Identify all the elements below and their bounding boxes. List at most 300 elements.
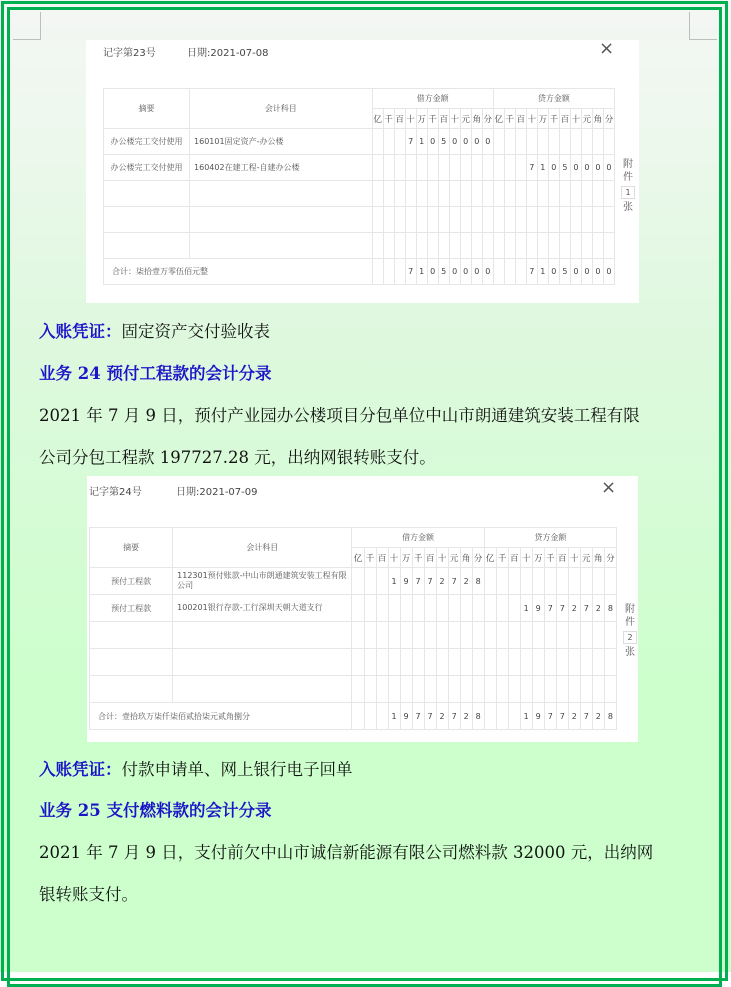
credit-digit xyxy=(603,129,614,155)
credit-digit: 1 xyxy=(537,155,548,181)
debit-digit xyxy=(460,649,472,676)
paragraph-25-line-2: 银转账支付。 xyxy=(39,885,138,904)
header-credit: 贷方金额 xyxy=(484,528,616,548)
debit-digit xyxy=(400,622,412,649)
total-credit-digit: 7 xyxy=(580,703,592,730)
unit-header: 十 xyxy=(526,109,537,129)
close-icon[interactable]: × xyxy=(599,38,615,59)
credit-digit xyxy=(532,649,544,676)
debit-digit: 7 xyxy=(448,568,460,595)
credit-digit: 0 xyxy=(548,155,559,181)
credit-digit xyxy=(484,568,496,595)
debit-digit xyxy=(412,622,424,649)
debit-digit xyxy=(460,207,471,233)
unit-header: 千 xyxy=(383,109,394,129)
credit-digit xyxy=(504,181,515,207)
unit-header: 十 xyxy=(436,548,448,568)
unit-header: 元 xyxy=(460,109,471,129)
total-debit-digit: 2 xyxy=(436,703,448,730)
credit-digit xyxy=(568,622,580,649)
debit-digit xyxy=(449,207,460,233)
debit-digit xyxy=(372,207,383,233)
unit-header: 分 xyxy=(604,548,616,568)
credit-digit xyxy=(592,181,603,207)
total-debit-digit: 7 xyxy=(405,259,416,285)
total-credit-digit: 0 xyxy=(592,259,603,285)
debit-digit xyxy=(436,595,448,622)
debit-digit xyxy=(383,181,394,207)
debit-digit: 5 xyxy=(438,129,449,155)
credit-digit xyxy=(532,622,544,649)
debit-digit xyxy=(416,233,427,259)
table-row[interactable] xyxy=(90,568,617,595)
credit-digit: 7 xyxy=(580,595,592,622)
debit-digit: 0 xyxy=(460,129,471,155)
debit-digit xyxy=(427,181,438,207)
table-row[interactable] xyxy=(104,181,615,207)
debit-digit xyxy=(471,207,482,233)
total-credit-digit: 5 xyxy=(559,259,570,285)
debit-digit xyxy=(424,649,436,676)
debit-digit xyxy=(482,155,493,181)
credit-digit xyxy=(496,649,508,676)
attachment-count-input[interactable]: 2 xyxy=(623,631,637,644)
credit-digit xyxy=(526,129,537,155)
debit-digit xyxy=(472,649,484,676)
row-account[interactable]: 112301预付账款-中山市朗通建筑安装工程有限公司 xyxy=(173,568,352,595)
row-account[interactable]: 160101固定资产-办公楼 xyxy=(190,129,373,155)
credit-digit: 7 xyxy=(526,155,537,181)
credit-digit: 7 xyxy=(556,595,568,622)
credit-digit xyxy=(544,676,556,703)
debit-digit xyxy=(424,622,436,649)
credit-digit xyxy=(570,207,581,233)
debit-digit xyxy=(364,595,376,622)
total-debit-digit: 8 xyxy=(472,703,484,730)
section-heading-25: 业务 25 支付燃料款的会计分录 xyxy=(39,801,272,820)
debit-digit xyxy=(427,155,438,181)
credit-digit xyxy=(493,155,504,181)
debit-digit xyxy=(388,622,400,649)
debit-digit xyxy=(460,155,471,181)
unit-header: 角 xyxy=(460,548,472,568)
total-credit-digit: 9 xyxy=(532,703,544,730)
total-credit-digit: 0 xyxy=(548,259,559,285)
total-credit-digit: 0 xyxy=(603,259,614,285)
debit-digit xyxy=(416,207,427,233)
debit-digit: 0 xyxy=(427,129,438,155)
total-credit-digit: 1 xyxy=(537,259,548,285)
debit-digit xyxy=(376,595,388,622)
debit-digit xyxy=(436,649,448,676)
total-credit-digit: 1 xyxy=(520,703,532,730)
credit-digit xyxy=(570,233,581,259)
credit-digit xyxy=(603,181,614,207)
unit-header: 元 xyxy=(581,109,592,129)
debit-digit xyxy=(383,155,394,181)
debit-digit: 2 xyxy=(436,568,448,595)
total-credit-digit: 2 xyxy=(568,703,580,730)
table-row[interactable] xyxy=(104,155,615,181)
row-account[interactable] xyxy=(190,207,373,233)
credit-digit xyxy=(556,649,568,676)
debit-digit xyxy=(438,155,449,181)
debit-digit xyxy=(412,595,424,622)
header-debit: 借方金额 xyxy=(372,89,493,109)
credit-digit: 0 xyxy=(570,155,581,181)
header-account: 会计科目 xyxy=(173,528,352,568)
unit-header: 千 xyxy=(548,109,559,129)
credit-digit xyxy=(520,649,532,676)
credit-digit xyxy=(508,676,520,703)
entry-voucher-label: 入账凭证： xyxy=(39,760,122,779)
unit-header: 十 xyxy=(449,109,460,129)
debit-digit xyxy=(352,676,364,703)
debit-digit xyxy=(394,207,405,233)
credit-digit xyxy=(508,622,520,649)
debit-digit xyxy=(427,233,438,259)
credit-digit xyxy=(504,155,515,181)
table-row[interactable] xyxy=(104,129,615,155)
total-credit-digit: 7 xyxy=(526,259,537,285)
voucher-table xyxy=(89,527,617,730)
debit-digit xyxy=(449,233,460,259)
unit-header: 亿 xyxy=(372,109,383,129)
unit-header: 百 xyxy=(515,109,526,129)
unit-header: 元 xyxy=(448,548,460,568)
section-heading-24: 业务 24 预付工程款的会计分录 xyxy=(39,364,272,383)
credit-digit xyxy=(568,676,580,703)
credit-digit xyxy=(580,676,592,703)
debit-digit xyxy=(364,676,376,703)
table-row[interactable] xyxy=(90,622,617,649)
credit-digit xyxy=(592,233,603,259)
credit-digit xyxy=(526,181,537,207)
debit-digit xyxy=(460,676,472,703)
credit-digit xyxy=(570,129,581,155)
credit-digit xyxy=(508,595,520,622)
attachment-count: 附 件 1 张 xyxy=(623,159,633,213)
unit-header: 角 xyxy=(592,548,604,568)
debit-digit xyxy=(394,233,405,259)
unit-header: 百 xyxy=(559,109,570,129)
credit-digit xyxy=(515,181,526,207)
total-debit-digit xyxy=(364,703,376,730)
credit-digit xyxy=(556,622,568,649)
credit-digit xyxy=(559,207,570,233)
debit-digit xyxy=(376,649,388,676)
total-credit-digit xyxy=(493,259,504,285)
unit-header: 亿 xyxy=(484,548,496,568)
row-account[interactable]: 160402在建工程-自建办公楼 xyxy=(190,155,373,181)
table-row[interactable] xyxy=(104,207,615,233)
credit-digit xyxy=(559,233,570,259)
table-row[interactable] xyxy=(90,649,617,676)
unit-header: 十 xyxy=(405,109,416,129)
debit-digit xyxy=(364,649,376,676)
row-account[interactable] xyxy=(190,181,373,207)
debit-digit xyxy=(405,155,416,181)
credit-digit xyxy=(570,181,581,207)
credit-digit xyxy=(580,649,592,676)
unit-header: 百 xyxy=(424,548,436,568)
total-debit-digit: 5 xyxy=(438,259,449,285)
debit-digit xyxy=(383,129,394,155)
debit-digit xyxy=(405,181,416,207)
debit-digit xyxy=(471,155,482,181)
row-account[interactable] xyxy=(173,649,352,676)
unit-header: 百 xyxy=(508,548,520,568)
debit-digit xyxy=(472,622,484,649)
row-summary[interactable]: 办公楼完工交付使用 xyxy=(104,155,190,181)
debit-digit xyxy=(352,568,364,595)
total-credit-digit xyxy=(504,259,515,285)
voucher-number: 记字第23号 xyxy=(103,48,156,59)
entry-voucher-label: 入账凭证： xyxy=(39,322,122,341)
credit-digit xyxy=(568,649,580,676)
voucher-23 xyxy=(86,40,639,303)
credit-digit xyxy=(508,649,520,676)
unit-header: 万 xyxy=(537,109,548,129)
row-summary[interactable] xyxy=(90,676,173,703)
credit-digit xyxy=(515,207,526,233)
total-credit-digit xyxy=(515,259,526,285)
debit-digit xyxy=(388,649,400,676)
debit-digit xyxy=(449,155,460,181)
credit-digit: 8 xyxy=(604,595,616,622)
debit-digit: 0 xyxy=(471,129,482,155)
total-debit-digit: 0 xyxy=(482,259,493,285)
debit-digit xyxy=(405,233,416,259)
row-summary[interactable] xyxy=(104,207,190,233)
unit-header: 分 xyxy=(482,109,493,129)
row-summary[interactable]: 预付工程款 xyxy=(90,595,173,622)
credit-digit xyxy=(559,129,570,155)
credit-digit xyxy=(544,649,556,676)
credit-digit xyxy=(580,568,592,595)
debit-digit xyxy=(372,233,383,259)
unit-header: 百 xyxy=(438,109,449,129)
voucher-date: 日期:2021-07-09 xyxy=(176,487,258,498)
row-account[interactable]: 100201银行存款-工行深圳天朝大道支行 xyxy=(173,595,352,622)
total-row xyxy=(90,703,617,730)
credit-digit xyxy=(581,233,592,259)
debit-digit xyxy=(416,155,427,181)
debit-digit: 7 xyxy=(405,129,416,155)
credit-digit xyxy=(592,129,603,155)
credit-digit xyxy=(603,233,614,259)
debit-digit xyxy=(436,676,448,703)
table-row[interactable] xyxy=(90,676,617,703)
total-credit-digit: 0 xyxy=(570,259,581,285)
debit-digit xyxy=(482,233,493,259)
unit-header: 十 xyxy=(568,548,580,568)
credit-digit xyxy=(548,129,559,155)
debit-digit xyxy=(424,676,436,703)
unit-header: 百 xyxy=(394,109,405,129)
header-credit: 贷方金额 xyxy=(493,89,614,109)
unit-header: 十 xyxy=(388,548,400,568)
credit-digit xyxy=(537,233,548,259)
crop-mark-top-left xyxy=(13,12,41,40)
total-debit-digit: 2 xyxy=(460,703,472,730)
debit-digit: 0 xyxy=(482,129,493,155)
debit-digit xyxy=(412,676,424,703)
credit-digit xyxy=(548,181,559,207)
credit-digit: 7 xyxy=(544,595,556,622)
row-summary[interactable]: 办公楼完工交付使用 xyxy=(104,129,190,155)
debit-digit xyxy=(471,181,482,207)
total-debit-digit: 9 xyxy=(400,703,412,730)
unit-header: 万 xyxy=(532,548,544,568)
credit-digit xyxy=(526,233,537,259)
voucher-date: 日期:2021-07-08 xyxy=(187,48,269,59)
row-summary[interactable]: 预付工程款 xyxy=(90,568,173,595)
debit-digit xyxy=(388,676,400,703)
row-summary[interactable] xyxy=(104,181,190,207)
debit-digit xyxy=(460,622,472,649)
row-account[interactable] xyxy=(190,233,373,259)
credit-digit xyxy=(544,622,556,649)
debit-digit: 0 xyxy=(449,129,460,155)
total-debit-digit xyxy=(383,259,394,285)
debit-digit xyxy=(383,233,394,259)
debit-digit xyxy=(448,649,460,676)
debit-digit: 2 xyxy=(460,568,472,595)
total-credit-digit: 8 xyxy=(604,703,616,730)
total-debit-digit: 7 xyxy=(424,703,436,730)
total-credit-digit xyxy=(508,703,520,730)
credit-digit xyxy=(604,622,616,649)
entry-voucher-value: 固定资产交付验收表 xyxy=(121,322,270,341)
credit-digit xyxy=(537,129,548,155)
credit-digit xyxy=(581,207,592,233)
credit-digit xyxy=(532,568,544,595)
debit-digit xyxy=(448,622,460,649)
row-account[interactable] xyxy=(173,676,352,703)
credit-digit xyxy=(508,568,520,595)
row-summary[interactable] xyxy=(90,622,173,649)
debit-digit: 7 xyxy=(424,568,436,595)
total-credit-digit: 0 xyxy=(581,259,592,285)
debit-digit xyxy=(424,595,436,622)
debit-digit: 1 xyxy=(416,129,427,155)
credit-digit xyxy=(604,568,616,595)
row-summary[interactable] xyxy=(90,649,173,676)
credit-digit xyxy=(592,676,604,703)
total-debit-digit xyxy=(352,703,364,730)
debit-digit xyxy=(394,155,405,181)
unit-header: 分 xyxy=(603,109,614,129)
table-row[interactable] xyxy=(90,595,617,622)
debit-digit xyxy=(449,181,460,207)
row-account[interactable] xyxy=(173,622,352,649)
unit-header: 十 xyxy=(570,109,581,129)
debit-digit xyxy=(472,676,484,703)
debit-digit: 7 xyxy=(412,568,424,595)
unit-header: 千 xyxy=(504,109,515,129)
credit-digit xyxy=(520,568,532,595)
total-label: 合计：柒拾壹万零伍佰元整 xyxy=(104,259,373,285)
debit-digit xyxy=(376,568,388,595)
credit-digit xyxy=(581,129,592,155)
credit-digit xyxy=(592,622,604,649)
paragraph-24-line-2: 公司分包工程款 197727.28 元，出纳网银转账支付。 xyxy=(39,448,436,467)
debit-digit xyxy=(376,622,388,649)
paragraph-24-line-1: 2021 年 7 月 9 日，预付产业园办公楼项目分包单位中山市朗通建筑安装工程有限 xyxy=(39,406,640,425)
total-row xyxy=(104,259,615,285)
debit-digit xyxy=(364,568,376,595)
total-debit-digit: 0 xyxy=(427,259,438,285)
debit-digit xyxy=(394,181,405,207)
total-debit-digit: 0 xyxy=(460,259,471,285)
total-debit-digit: 1 xyxy=(388,703,400,730)
credit-digit xyxy=(559,181,570,207)
total-debit-digit xyxy=(372,259,383,285)
unit-header: 百 xyxy=(556,548,568,568)
credit-digit xyxy=(504,233,515,259)
unit-header: 万 xyxy=(416,109,427,129)
close-icon[interactable]: × xyxy=(601,477,617,498)
credit-digit xyxy=(556,568,568,595)
debit-digit xyxy=(352,595,364,622)
debit-digit xyxy=(400,595,412,622)
debit-digit xyxy=(427,207,438,233)
debit-digit xyxy=(405,207,416,233)
total-debit-digit xyxy=(394,259,405,285)
total-credit-digit xyxy=(484,703,496,730)
voucher-24 xyxy=(87,476,638,742)
unit-header: 亿 xyxy=(493,109,504,129)
attachment-count-input[interactable]: 1 xyxy=(621,186,635,199)
debit-digit xyxy=(436,622,448,649)
credit-digit xyxy=(493,233,504,259)
credit-digit xyxy=(532,676,544,703)
credit-digit xyxy=(484,649,496,676)
header-account: 会计科目 xyxy=(190,89,373,129)
unit-header: 角 xyxy=(471,109,482,129)
unit-header: 千 xyxy=(496,548,508,568)
credit-digit xyxy=(603,207,614,233)
unit-header: 千 xyxy=(364,548,376,568)
debit-digit xyxy=(352,622,364,649)
credit-digit xyxy=(526,207,537,233)
debit-digit xyxy=(448,595,460,622)
crop-mark-top-right xyxy=(689,12,717,40)
total-credit-digit xyxy=(496,703,508,730)
credit-digit: 2 xyxy=(568,595,580,622)
credit-digit xyxy=(493,129,504,155)
row-summary[interactable] xyxy=(104,233,190,259)
debit-digit xyxy=(388,595,400,622)
debit-digit xyxy=(400,676,412,703)
credit-digit xyxy=(604,676,616,703)
unit-header: 元 xyxy=(580,548,592,568)
unit-header: 千 xyxy=(544,548,556,568)
table-row[interactable] xyxy=(104,233,615,259)
debit-digit xyxy=(460,595,472,622)
credit-digit xyxy=(504,129,515,155)
credit-digit: 0 xyxy=(603,155,614,181)
credit-digit xyxy=(515,155,526,181)
credit-digit xyxy=(592,568,604,595)
debit-digit xyxy=(438,181,449,207)
total-debit-digit: 0 xyxy=(449,259,460,285)
debit-digit xyxy=(400,649,412,676)
total-debit-digit: 0 xyxy=(471,259,482,285)
credit-digit xyxy=(556,676,568,703)
credit-digit xyxy=(520,676,532,703)
